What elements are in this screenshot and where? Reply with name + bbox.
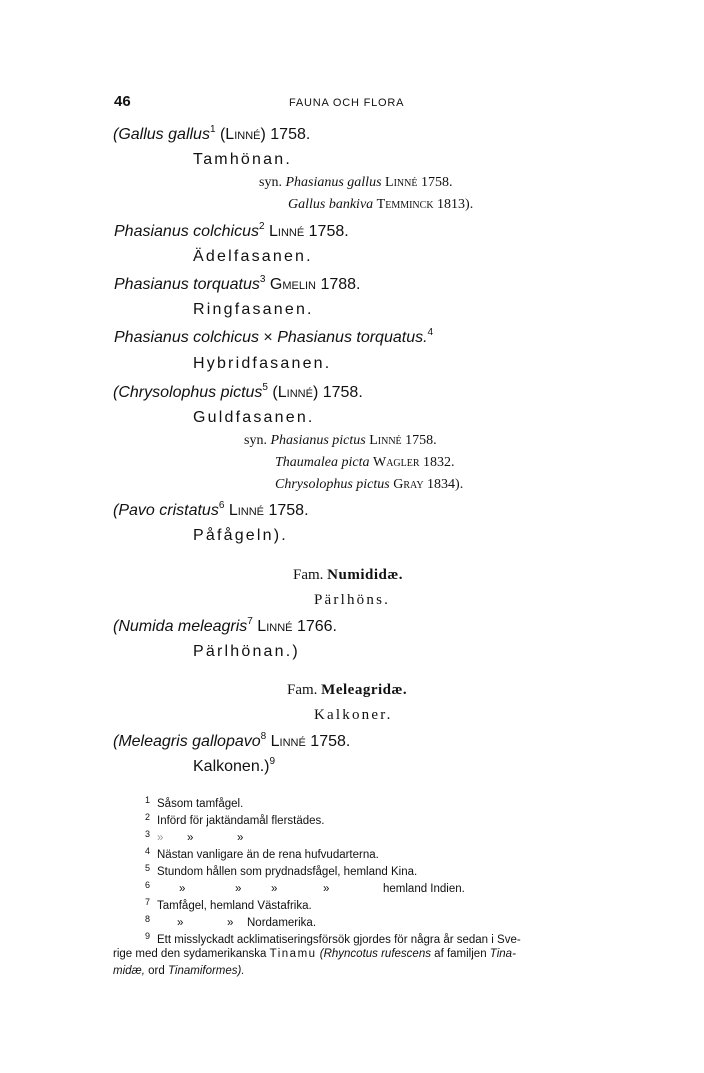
footnote: 4 Nästan vanligare än de rena hufvudarterna. <box>145 846 379 861</box>
vernacular-name: Hybridfasanen. <box>193 355 332 372</box>
vernacular-name: Ädelfasanen. <box>193 248 313 265</box>
vernacular-name: Guldfasanen. <box>193 409 315 426</box>
footnote: 3 » » » <box>145 829 244 844</box>
family-vernacular: Kalkoner. <box>314 707 393 723</box>
footnote: 5 Stundom hållen som prydnadsfågel, hemland Kina. <box>145 863 418 878</box>
synonym-line: Chrysolophus pictus Gray 1834). <box>275 477 464 492</box>
vernacular-name: Pärlhönan.) <box>193 643 300 660</box>
synonym-line: Thaumalea picta Wagler 1832. <box>275 455 455 470</box>
footnote-ref: 5 <box>262 382 268 393</box>
vernacular-name: Tamhönan. <box>193 151 292 168</box>
family-heading: Fam. Meleagridæ. <box>287 682 408 698</box>
footnote-ref: 9 <box>269 756 276 767</box>
footnote: 8 » » Nordamerika. <box>145 914 317 929</box>
species-entry-meleagris: (Meleagris gallopavo$^8$ Linné 1758. <box>113 731 351 750</box>
family-vernacular: Pärlhöns. <box>314 592 391 608</box>
synonym-line: syn. Phasianus pictus Linné 1758. <box>244 433 437 448</box>
species-entry-colchicus: Phasianus colchicus$^2$ Linné 1758. <box>114 221 349 240</box>
footnote: 1 Såsom tamfågel. <box>145 795 244 810</box>
species-entry-pavo: (Pavo cristatus$^6$ Linné 1758. <box>113 500 309 519</box>
footnote-ref: 8 <box>260 731 267 742</box>
synonym-line: syn. Phasianus gallus Linné 1758. <box>259 175 453 190</box>
species-entry-gallus: (Gallus gallus$^1$ (Linné) 1758. <box>113 124 311 143</box>
vernacular-name: Ringfasanen. <box>193 301 314 318</box>
species-entry-chrysolophus: (Chrysolophus pictus$^5$ (Linné) 1758. <box>113 382 363 401</box>
synonym-line: Gallus bankiva Temminck 1813). <box>288 197 474 212</box>
footnote: 2 Införd för jaktändamål flerstädes. <box>145 812 325 827</box>
species-entry-torquatus: Phasianus torquatus$^3$ Gmelin 1788. <box>114 274 361 293</box>
footnote: 7 Tamfågel, hemland Västafrika. <box>145 897 312 912</box>
running-title: FAUNA OCH FLORA <box>289 97 405 109</box>
species-entry-numida: (Numida meleagris$^7$ Linné 1766. <box>113 616 337 635</box>
footnote-ref: 6 <box>218 500 225 511</box>
footnote-continuation: midæ, ord Tinamiformes). <box>113 965 245 977</box>
footnote-ref: 1 <box>209 124 216 135</box>
cross-symbol: × <box>263 329 273 346</box>
footnote-ref: 3 <box>259 274 266 285</box>
footnote-ref: 2 <box>258 221 265 232</box>
page-number: 46 <box>114 93 131 110</box>
footnote: 6 » » » » hemland Indien. <box>145 880 465 895</box>
family-heading: Fam. Numididæ. <box>293 567 403 583</box>
footnote-ref: 7 <box>247 616 253 627</box>
footnote-continuation: rige med den sydamerikanska Tinamu (Rhyncotus rufescens af familjen Tina- <box>113 948 516 960</box>
species-entry-hybrid: Phasianus colchicus × Phasianus torquatus.$^4$ <box>114 327 434 346</box>
vernacular-name: Påfågeln). <box>193 527 288 544</box>
vernacular-name: Kalkonen.)$^9$ <box>193 756 276 775</box>
footnote: 9 Ett misslyckadt acklimatiseringsförsök gjordes för några år sedan i Sve- <box>145 931 521 946</box>
footnote-ref: 4 <box>427 327 434 338</box>
